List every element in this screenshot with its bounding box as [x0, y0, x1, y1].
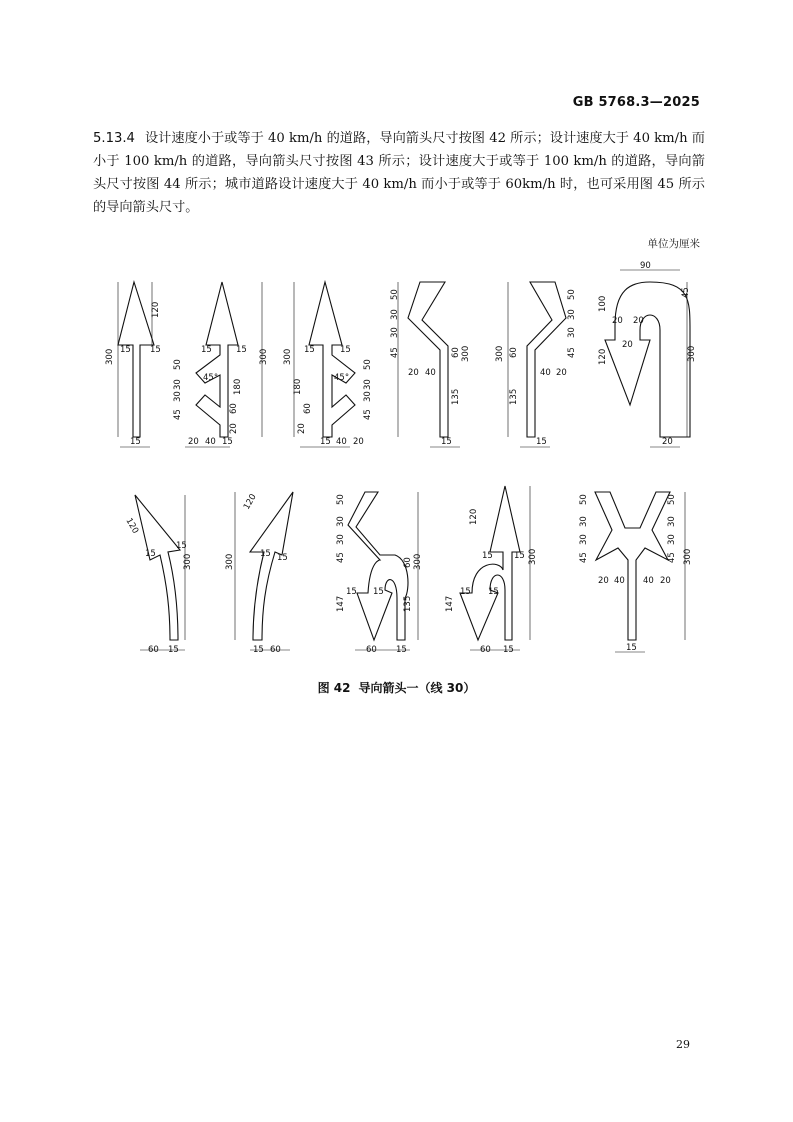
dim-label: 15 [396, 645, 407, 655]
dim-label: 20 [229, 423, 239, 434]
dim-label: 15 [201, 345, 212, 355]
dim-label: 50 [363, 359, 373, 370]
units-note: 单位为厘米 [647, 238, 700, 250]
dim-label: 15 [503, 645, 514, 655]
dim-label: 15 [145, 549, 156, 559]
dim-label: 50 [173, 359, 183, 370]
dim-label: 60 [303, 403, 313, 414]
dim-label: 50 [567, 289, 577, 300]
figure-title: 导向箭头一（线 30） [358, 681, 476, 695]
dim-label: 300 [105, 348, 115, 365]
standard-number: GB 5768.3—2025 [572, 95, 700, 110]
figure-caption [0, 679, 793, 696]
dim-label: 20 [612, 316, 623, 326]
dim-label: 45 [667, 552, 677, 563]
dim-label: 15 [441, 437, 452, 447]
dim-label: 40 [425, 368, 436, 378]
arrow-left-u-turn [348, 492, 408, 640]
dim-label: 300 [225, 553, 235, 570]
dim-label: 15 [320, 437, 331, 447]
dim-label: 15 [626, 643, 637, 653]
dim-label: 180 [233, 378, 243, 395]
dim-label: 30 [173, 379, 183, 390]
dim-label: 15 [482, 551, 493, 561]
dim-label: 15 [236, 345, 247, 355]
dim-label: 50 [390, 289, 400, 300]
figure-number: 图 42 [317, 681, 351, 695]
dim-label: 15 [346, 587, 357, 597]
dim-label: 15 [168, 645, 179, 655]
dim-label: 100 [598, 295, 608, 312]
arrow-curved-left [135, 495, 180, 640]
dim-label: 20 [662, 437, 673, 447]
dim-label: 135 [509, 388, 519, 405]
arrow-right-turn [527, 282, 566, 437]
dim-label: 45 [173, 409, 183, 420]
dim-label: 15 [222, 437, 233, 447]
dim-label: 30 [579, 516, 589, 527]
dim-label: 15 [176, 541, 187, 551]
dim-label: 30 [336, 516, 346, 527]
dim-label: 20 [408, 368, 419, 378]
dim-label: 45 [579, 552, 589, 563]
dim-label: 30 [363, 379, 373, 390]
dim-label: 40 [205, 437, 216, 447]
dim-label: 20 [188, 437, 199, 447]
dim-label: 15 [304, 345, 315, 355]
dim-label: 90 [640, 261, 651, 271]
dim-label: 60 [403, 557, 413, 568]
clause-text: 设计速度小于或等于 40 km/h 的道路，导向箭头尺寸按图 42 所示；设计速度大于 40 km/h 而小于 100 km/h 的道路，导向箭头尺寸按图 43 所示；设计速度大于或等于 100 km/h 的道路，导向箭头尺寸按图 44 所示；城市道路设计速度大于 40 km/h 而小于或等于 60km/h 时，也可采用图 45 所示的导向箭头尺寸。 [93, 131, 705, 215]
dim-label: 300 [413, 553, 423, 570]
dim-label: 20 [556, 368, 567, 378]
dim-label: 60 [480, 645, 491, 655]
dim-label: 300 [687, 345, 697, 362]
clause-number: 5.13.4 [93, 131, 135, 146]
dim-label: 300 [283, 348, 293, 365]
dim-label: 45° [203, 373, 219, 383]
arrow-left-turn [408, 282, 448, 437]
dim-label: 147 [445, 595, 455, 612]
dim-label: 120 [241, 492, 259, 512]
page-number: 29 [676, 1038, 690, 1051]
dim-label: 20 [660, 576, 671, 586]
dim-label: 45° [334, 373, 350, 383]
dim-label: 40 [540, 368, 551, 378]
dim-label: 45 [390, 347, 400, 358]
dim-label: 20 [633, 316, 644, 326]
dim-label: 30 [567, 327, 577, 338]
dim-label: 50 [667, 494, 677, 505]
dim-label: 15 [253, 645, 264, 655]
dim-label: 15 [130, 437, 141, 447]
dim-label: 120 [123, 516, 141, 536]
dim-label: 120 [469, 508, 479, 525]
dim-label: 15 [150, 345, 161, 355]
dim-label: 20 [353, 437, 364, 447]
dim-label: 60 [509, 347, 519, 358]
dim-label: 40 [336, 437, 347, 447]
dim-label: 135 [403, 595, 413, 612]
dim-label: 15 [340, 345, 351, 355]
dim-label: 300 [183, 553, 193, 570]
dim-label: 15 [460, 587, 471, 597]
arrow-u-turn [605, 282, 690, 437]
dim-label: 30 [667, 516, 677, 527]
dim-label: 20 [622, 340, 633, 350]
dim-label: 147 [336, 595, 346, 612]
dim-label: 40 [643, 576, 654, 586]
dim-label: 180 [293, 378, 303, 395]
dim-label: 30 [390, 327, 400, 338]
dim-label: 300 [461, 345, 471, 362]
dim-label: 60 [451, 347, 461, 358]
dim-label: 30 [579, 534, 589, 545]
dim-label: 300 [528, 548, 538, 565]
dim-label: 20 [297, 423, 307, 434]
dim-label: 15 [260, 549, 271, 559]
dim-label: 60 [270, 645, 281, 655]
dim-label: 60 [229, 403, 239, 414]
dim-label: 15 [277, 553, 288, 563]
dim-label: 60 [366, 645, 377, 655]
arrow-straight-with-side-right [309, 282, 355, 437]
dim-label: 15 [120, 345, 131, 355]
dim-label: 30 [363, 391, 373, 402]
dim-label: 15 [488, 587, 499, 597]
dim-label: 30 [667, 534, 677, 545]
dim-label: 45 [336, 552, 346, 563]
dim-label: 30 [567, 309, 577, 320]
dim-label: 30 [336, 534, 346, 545]
dim-label: 45 [567, 347, 577, 358]
dim-label: 300 [259, 348, 269, 365]
arrow-straight [118, 282, 154, 437]
dim-label: 50 [336, 494, 346, 505]
dim-label: 45 [681, 287, 691, 298]
dim-label: 30 [390, 309, 400, 320]
dim-label: 15 [536, 437, 547, 447]
dim-label: 20 [598, 576, 609, 586]
arrow-curved-right [250, 492, 293, 640]
dim-label: 45 [363, 409, 373, 420]
dim-label: 120 [151, 301, 161, 318]
dim-label: 15 [514, 551, 525, 561]
dim-label: 50 [579, 494, 589, 505]
arrow-left-right [595, 492, 670, 640]
dim-label: 60 [148, 645, 159, 655]
dim-label: 135 [451, 388, 461, 405]
dim-label: 120 [598, 348, 608, 365]
dim-label: 300 [495, 345, 505, 362]
dim-label: 15 [373, 587, 384, 597]
dim-label: 30 [173, 391, 183, 402]
dim-label: 300 [683, 548, 693, 565]
dim-label: 40 [614, 576, 625, 586]
